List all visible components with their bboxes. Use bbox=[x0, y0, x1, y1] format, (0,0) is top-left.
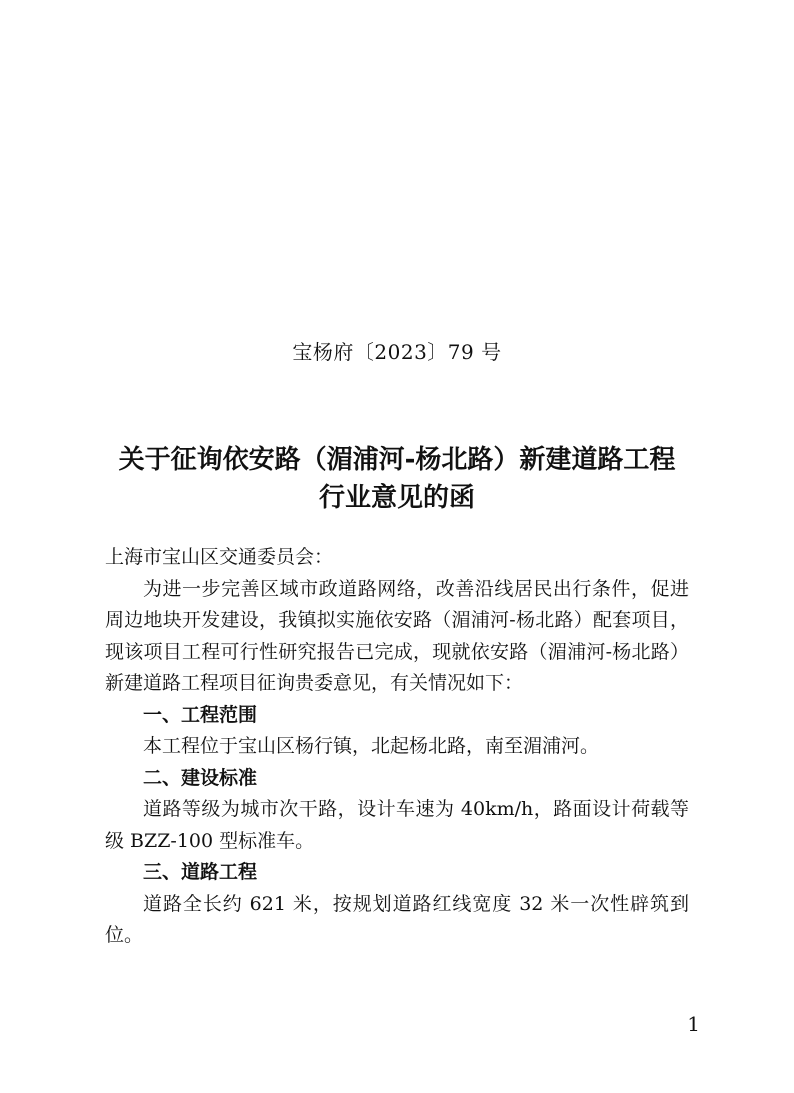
section-heading-scope: 一、工程范围 bbox=[143, 703, 258, 726]
document-title bbox=[60, 441, 734, 517]
section-text-standard: 道路等级为城市次干路，设计车速为 40km/h，路面设计荷载等级 BZZ-100 型标准车。 bbox=[105, 798, 689, 852]
document-number: 宝杨府〔2023〕79 号 bbox=[292, 340, 502, 364]
section-heading-road: 三、道路工程 bbox=[143, 861, 258, 883]
section-heading-standard: 二、建设标准 bbox=[143, 766, 258, 789]
title-line-2: 行业意见的函 bbox=[318, 483, 475, 513]
section-text-road: 道路全长约 621 米，按规划道路红线宽度 32 米一次性辟筑到位。 bbox=[105, 892, 689, 946]
page-number: 1 bbox=[687, 1012, 700, 1036]
document-body bbox=[105, 542, 689, 952]
section-text-scope: 本工程位于宝山区杨行镇，北起杨北路，南至湄浦河。 bbox=[143, 735, 600, 757]
addressee: 上海市宝山区交通委员会： bbox=[105, 546, 334, 568]
title-line-1: 关于征询依安路（湄浦河-杨北路）新建道路工程 bbox=[118, 445, 676, 475]
intro-paragraph: 为进一步完善区域市政道路网络，改善沿线居民出行条件，促进周边地块开发建设，我镇拟实施依安路（湄浦河-杨北路）配套项目，现该项目工程可行性研究报告已完成，现就依安路（湄浦河-杨北路）新建道路工程项目征询贵委意见，有关情况如下： bbox=[105, 577, 689, 694]
